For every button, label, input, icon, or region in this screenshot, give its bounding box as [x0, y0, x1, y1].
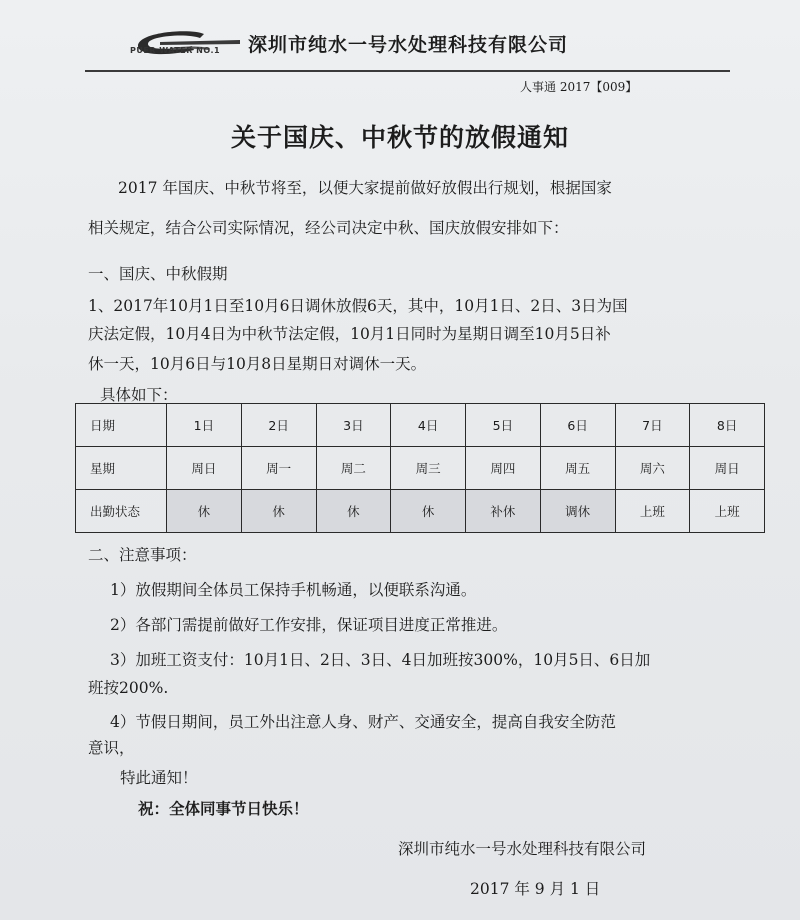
- intro-line-2: 相关规定，结合公司实际情况，经公司决定中秋、国庆放假安排如下：: [88, 219, 569, 237]
- logo-english-text: PUER WATER NO.1: [130, 46, 221, 55]
- letterhead-rule: [85, 70, 730, 72]
- greeting-text: 祝：全体同事节日快乐！: [138, 799, 309, 818]
- signature-date: 2017 年 9 月 1 日: [470, 880, 601, 898]
- weekday-cell: 周五: [540, 447, 615, 490]
- notice-item-2: 2）各部门需提前做好工作安排，保证项目进度正常推进。: [110, 616, 508, 634]
- date-cell: 2日: [241, 404, 316, 447]
- weekday-cell: 周三: [391, 447, 466, 490]
- section1-line-3: 休一天，10月6日与10月8日星期日对调休一天。: [88, 355, 427, 373]
- document-number: 人事通 2017【009】: [520, 80, 638, 94]
- notice-item-4-line-2: 意识，: [88, 739, 135, 757]
- date-cell: 7日: [615, 404, 690, 447]
- section2-heading: 二、注意事项：: [88, 546, 197, 564]
- status-cell: 调休: [540, 490, 615, 533]
- section1-line-2: 庆法定假，10月4日为中秋节法定假，10月1日同时为星期日调至10月5日补: [88, 325, 611, 343]
- date-cell: 3日: [316, 404, 391, 447]
- weekday-cell: 周日: [167, 447, 242, 490]
- date-cell: 8日: [690, 404, 765, 447]
- status-cell: 上班: [690, 490, 765, 533]
- date-cell: 4日: [391, 404, 466, 447]
- notice-item-1: 1）放假期间全体员工保持手机畅通，以便联系沟通。: [110, 581, 477, 599]
- date-cell: 1日: [167, 404, 242, 447]
- status-cell: 休: [391, 490, 466, 533]
- section1-line-1: 1、2017年10月1日至10月6日调休放假6天，其中，10月1日、2日、3日为国: [88, 297, 628, 315]
- notice-item-3-line-1: 3）加班工资支付：10月1日、2日、3日、4日加班按300%，10月5日、6日加: [110, 651, 651, 669]
- notice-title: 关于国庆、中秋节的放假通知: [230, 123, 569, 152]
- section1-heading: 一、国庆、中秋假期: [88, 265, 228, 283]
- table-caption: 具体如下：: [100, 386, 178, 404]
- weekday-cell: 周六: [615, 447, 690, 490]
- row-label-weekday: 星期: [76, 447, 167, 490]
- weekday-cell: 周一: [241, 447, 316, 490]
- table-row-weekday: [76, 447, 765, 490]
- table-row-status: [76, 490, 765, 533]
- weekday-cell: 周二: [316, 447, 391, 490]
- holiday-schedule-table: [75, 403, 765, 533]
- status-cell: 补休: [466, 490, 541, 533]
- weekday-cell: 周四: [466, 447, 541, 490]
- row-label-date: 日期: [76, 404, 167, 447]
- weekday-cell: 周日: [690, 447, 765, 490]
- notice-item-4-line-1: 4）节假日期间，员工外出注意人身、财产、交通安全，提高自我安全防范: [110, 713, 616, 731]
- notice-item-3-line-2: 班按200%.: [88, 679, 169, 697]
- signature-company: 深圳市纯水一号水处理科技有限公司: [398, 840, 647, 858]
- date-cell: 6日: [540, 404, 615, 447]
- status-cell: 休: [241, 490, 316, 533]
- row-label-status: 出勤状态: [76, 490, 167, 533]
- status-cell: 休: [316, 490, 391, 533]
- letterhead-company-name: 深圳市纯水一号水处理科技有限公司: [248, 34, 569, 56]
- date-cell: 5日: [466, 404, 541, 447]
- status-cell: 休: [167, 490, 242, 533]
- table-row-date: [76, 404, 765, 447]
- status-cell: 上班: [615, 490, 690, 533]
- intro-line-1: 2017 年国庆、中秋节将至，以便大家提前做好放假出行规划，根据国家: [118, 179, 612, 197]
- closing-text: 特此通知！: [120, 769, 198, 787]
